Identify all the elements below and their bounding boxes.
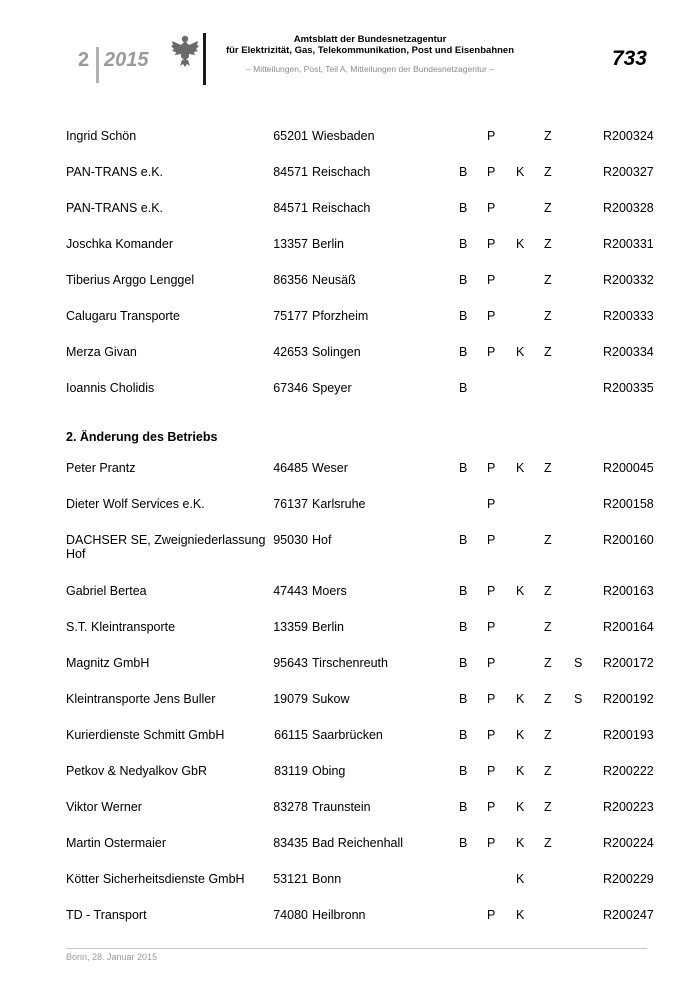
cell-name: Joschka Komander (66, 237, 174, 251)
cell-city: Reischach (312, 165, 371, 179)
cell-plz: 42653 (273, 345, 308, 359)
cell-reg: R200172 (603, 656, 654, 670)
cell-p: P (487, 237, 496, 251)
cell-p: P (487, 345, 496, 359)
cell-city: Berlin (312, 620, 344, 634)
cell-b: B (459, 309, 468, 323)
cell-z: Z (544, 584, 552, 598)
cell-z: Z (544, 165, 552, 179)
cell-p: P (487, 497, 496, 511)
cell-z: Z (544, 309, 552, 323)
cell-name: Magnitz GmbH (66, 656, 150, 670)
cell-z: Z (544, 533, 552, 547)
cell-reg: R200247 (603, 908, 654, 922)
cell-p: P (487, 656, 496, 670)
cell-plz: 19079 (273, 692, 308, 706)
cell-plz: 65201 (273, 129, 308, 143)
cell-city: Weser (312, 461, 348, 475)
cell-k: K (516, 165, 525, 179)
cell-reg: R200158 (603, 497, 654, 511)
cell-p: P (487, 461, 496, 475)
cell-reg: R200222 (603, 764, 654, 778)
cell-p: P (487, 728, 496, 742)
cell-name: Gabriel Bertea (66, 584, 147, 598)
cell-city: Bonn (312, 872, 342, 886)
cell-city: Bad Reichenhall (312, 836, 404, 850)
publication-header (220, 34, 520, 74)
cell-name: S.T. Kleintransporte (66, 620, 176, 634)
cell-p: P (487, 129, 496, 143)
cell-b: B (459, 584, 468, 598)
cell-reg: R200328 (603, 201, 654, 215)
cell-reg: R200333 (603, 309, 654, 323)
header-section: – Mitteilungen, Post, Teil A, Mitteilungen der Bundesnetzagentur – (246, 64, 494, 74)
cell-z: Z (544, 461, 552, 475)
cell-city: Hof (312, 533, 332, 547)
cell-name: Petkov & Nedyalkov GbR (66, 764, 208, 778)
cell-p: P (487, 533, 496, 547)
cell-p: P (487, 836, 496, 850)
cell-name: Dieter Wolf Services e.K. (66, 497, 205, 511)
cell-reg: R200045 (603, 461, 654, 475)
section-heading: 2. Änderung des Betriebs (66, 430, 218, 444)
cell-z: Z (544, 201, 552, 215)
cell-b: B (459, 381, 468, 395)
cell-city: Berlin (312, 237, 344, 251)
cell-name: DACHSER SE, Zweigniederlassung Hof (66, 533, 266, 561)
cell-z: Z (544, 728, 552, 742)
cell-reg: R200324 (603, 129, 654, 143)
cell-plz: 74080 (273, 908, 308, 922)
cell-name: Kötter Sicherheitsdienste GmbH (66, 872, 245, 886)
cell-p: P (487, 764, 496, 778)
cell-name: PAN-TRANS e.K. (66, 201, 164, 215)
cell-name: TD - Transport (66, 908, 147, 922)
cell-name: Tiberius Arggo Lenggel (66, 273, 195, 287)
cell-name: PAN-TRANS e.K. (66, 165, 164, 179)
cell-z: Z (544, 764, 552, 778)
issue-year: 2015 (104, 49, 149, 71)
header-title: Amtsblatt der Bundesnetzagentur (293, 34, 447, 45)
cell-city: Karlsruhe (312, 497, 366, 511)
cell-reg: R200224 (603, 836, 654, 850)
cell-p: P (487, 692, 496, 706)
cell-z: Z (544, 620, 552, 634)
cell-p: P (487, 273, 496, 287)
cell-name: Kleintransporte Jens Buller (66, 692, 216, 706)
cell-plz: 46485 (273, 461, 308, 475)
cell-plz: 13357 (273, 237, 308, 251)
cell-reg: R200223 (603, 800, 654, 814)
cell-b: B (459, 165, 468, 179)
cell-plz: 53121 (273, 872, 308, 886)
cell-city: Neusäß (312, 273, 356, 287)
cell-city: Moers (312, 584, 347, 598)
cell-b: B (459, 728, 468, 742)
cell-city: Traunstein (312, 800, 371, 814)
cell-k: K (516, 836, 525, 850)
cell-reg: R200334 (603, 345, 654, 359)
cell-k: K (516, 728, 525, 742)
cell-city: Heilbronn (312, 908, 366, 922)
cell-z: Z (544, 656, 552, 670)
cell-plz: 66115 (274, 728, 308, 742)
cell-reg: R200193 (603, 728, 654, 742)
cell-b: B (459, 620, 468, 634)
cell-plz: 75177 (273, 309, 308, 323)
cell-b: B (459, 533, 468, 547)
cell-z: Z (544, 836, 552, 850)
cell-p: P (487, 165, 496, 179)
cell-city: Sukow (312, 692, 350, 706)
issue-divider (96, 47, 99, 83)
cell-reg: R200160 (603, 533, 654, 547)
cell-z: Z (544, 129, 552, 143)
cell-name: Merza Givan (66, 345, 137, 359)
cell-k: K (516, 800, 525, 814)
cell-plz: 83435 (273, 836, 308, 850)
cell-z: Z (544, 273, 552, 287)
cell-city: Saarbrücken (312, 728, 383, 742)
cell-reg: R200229 (603, 872, 654, 886)
cell-b: B (459, 461, 468, 475)
cell-b: B (459, 836, 468, 850)
cell-city: Pforzheim (312, 309, 369, 323)
cell-reg: R200163 (603, 584, 654, 598)
cell-plz: 13359 (273, 620, 308, 634)
issue-number: 2 (78, 49, 90, 71)
cell-k: K (516, 692, 525, 706)
cell-b: B (459, 201, 468, 215)
footer-date: Bonn, 28. Januar 2015 (66, 952, 158, 962)
federal-eagle-icon (170, 33, 200, 67)
cell-k: K (516, 237, 525, 251)
cell-city: Tirschenreuth (312, 656, 388, 670)
cell-z: Z (544, 345, 552, 359)
cell-reg: R200332 (603, 273, 654, 287)
cell-name: Kurierdienste Schmitt GmbH (66, 728, 225, 742)
cell-p: P (487, 201, 496, 215)
cell-b: B (459, 273, 468, 287)
cell-k: K (516, 872, 525, 886)
header-divider (203, 33, 206, 85)
cell-plz: 84571 (273, 165, 308, 179)
cell-city: Reischach (312, 201, 371, 215)
cell-s: S (574, 656, 583, 670)
cell-z: Z (544, 800, 552, 814)
cell-b: B (459, 656, 468, 670)
cell-plz: 83278 (273, 800, 308, 814)
cell-b: B (459, 237, 468, 251)
footer-divider (66, 948, 647, 949)
cell-p: P (487, 309, 496, 323)
cell-name: Peter Prantz (66, 461, 136, 475)
cell-city: Solingen (312, 345, 361, 359)
cell-b: B (459, 800, 468, 814)
cell-reg: R200164 (603, 620, 654, 634)
cell-b: B (459, 764, 468, 778)
cell-k: K (516, 764, 525, 778)
cell-name: Ioannis Cholidis (66, 381, 155, 395)
cell-p: P (487, 800, 496, 814)
cell-reg: R200335 (603, 381, 654, 395)
cell-z: Z (544, 237, 552, 251)
cell-plz: 84571 (273, 201, 308, 215)
cell-plz: 47443 (273, 584, 308, 598)
cell-name: Viktor Werner (66, 800, 142, 814)
page-number: 733 (611, 47, 647, 70)
cell-k: K (516, 908, 525, 922)
cell-city: Wiesbaden (312, 129, 375, 143)
cell-p: P (487, 584, 496, 598)
cell-b: B (459, 692, 468, 706)
cell-reg: R200331 (603, 237, 654, 251)
cell-k: K (516, 584, 525, 598)
cell-reg: R200327 (603, 165, 654, 179)
cell-city: Obing (312, 764, 346, 778)
cell-reg: R200192 (603, 692, 654, 706)
cell-name: Calugaru Transporte (66, 309, 180, 323)
cell-plz: 76137 (273, 497, 308, 511)
cell-plz: 95643 (273, 656, 308, 670)
cell-b: B (459, 345, 468, 359)
cell-plz: 95030 (273, 533, 308, 547)
cell-s: S (574, 692, 583, 706)
cell-plz: 86356 (273, 273, 308, 287)
cell-p: P (487, 908, 496, 922)
cell-p: P (487, 620, 496, 634)
cell-k: K (516, 461, 525, 475)
cell-plz: 83119 (274, 764, 308, 778)
cell-plz: 67346 (273, 381, 308, 395)
cell-city: Speyer (312, 381, 352, 395)
cell-name: Martin Ostermaier (66, 836, 167, 850)
cell-k: K (516, 345, 525, 359)
cell-z: Z (544, 692, 552, 706)
header-subtitle: für Elektrizität, Gas, Telekommunikation, Post und Eisenbahnen (225, 45, 515, 56)
cell-name: Ingrid Schön (66, 129, 137, 143)
